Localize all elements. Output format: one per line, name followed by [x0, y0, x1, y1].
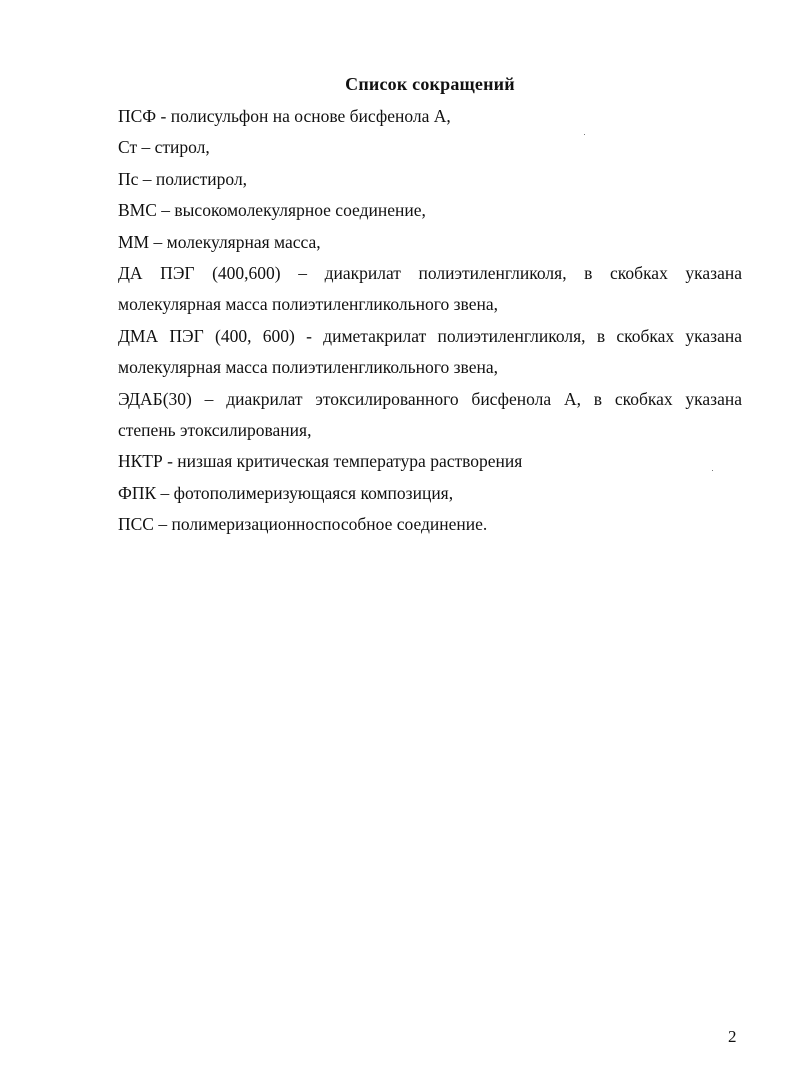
entry-text: ДА ПЭГ (400,600) – диакрилат полиэтиленгликоля, в скобках указана [118, 263, 742, 284]
list-item [118, 132, 742, 163]
list-item [118, 101, 742, 132]
entry-text: НКТР - низшая критическая температура растворения [118, 451, 523, 472]
page-title: Список сокращений [345, 74, 515, 94]
entry-text: ПСФ - полисульфон на основе бисфенола А, [118, 106, 451, 126]
entry-text: Ст – стирол, [118, 137, 210, 158]
entry-text: ЭДАБ(30) – диакрилат этоксилированного бисфенола А, в скобках указана [118, 388, 742, 409]
scan-speck [584, 134, 585, 135]
entry-text: ФПК – фотополимеризующаяся композиция, [118, 482, 454, 503]
entry-text: ПСС – полимеризационноспособное соединение. [118, 514, 488, 535]
entry-text: Пс – полистирол, [118, 168, 248, 189]
list-item [118, 321, 742, 384]
list-item [118, 195, 742, 226]
entry-text: ДМА ПЭГ (400, 600) - диметакрилат полиэтиленгликоля, в скобках указана [118, 325, 742, 346]
entry-text: ММ – молекулярная масса, [118, 231, 321, 252]
list-item [118, 446, 742, 477]
entry-text-continuation: молекулярная масса полиэтиленгликольного звена, [118, 357, 498, 378]
list-item [118, 384, 742, 447]
list-item [118, 164, 742, 195]
entry-text-continuation: степень этоксилирования, [118, 420, 312, 441]
entry-text-continuation: молекулярная масса полиэтиленгликольного звена, [118, 294, 498, 315]
list-item [118, 478, 742, 509]
list-item [118, 509, 742, 540]
page-number: 2 [728, 1027, 737, 1046]
abbreviation-list [118, 101, 742, 541]
list-item [118, 258, 742, 321]
list-item [118, 227, 742, 258]
entry-text: ВМС – высокомолекулярное соединение, [118, 200, 426, 221]
scan-speck [712, 470, 713, 471]
